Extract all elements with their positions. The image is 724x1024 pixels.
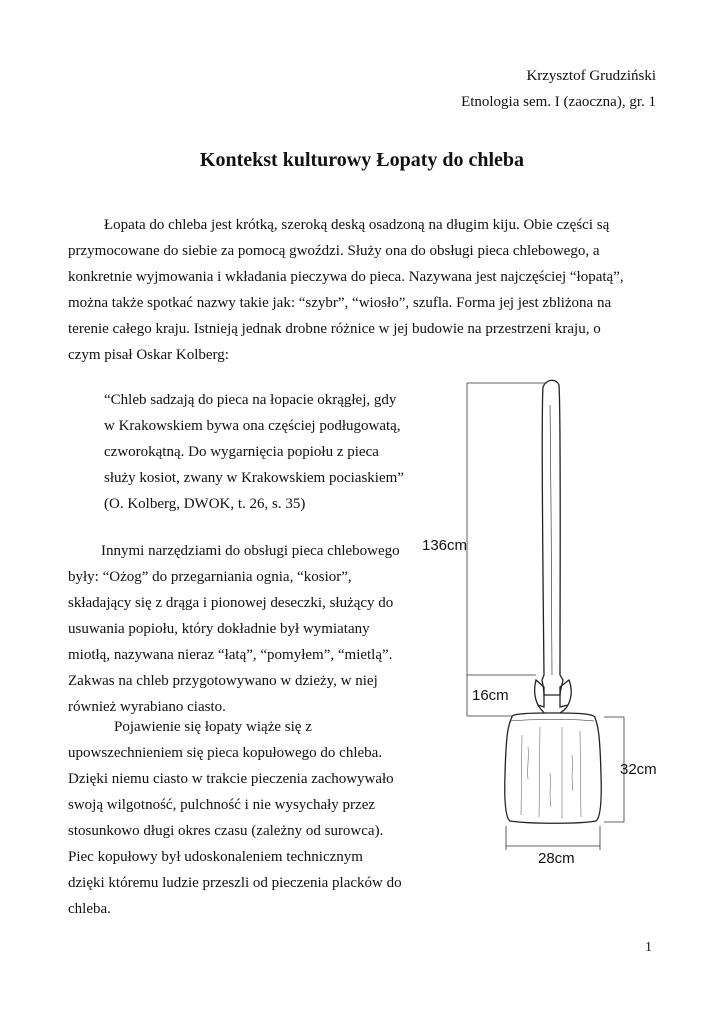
bread-peel-illustration: [410, 375, 670, 875]
intro-line: przymocowane do siebie za pomocą gwoździ. Służy ona do obsługi pieca chlebowego, a: [68, 243, 600, 259]
paragraph2-line: miotłą, nazywana nieraz “łatą”, “pomyłem”, “mietlą”.: [68, 647, 393, 663]
paragraph3-line: Piec kopułowy był udoskonaleniem technicznym: [68, 849, 363, 865]
paragraph3-line: chleba.: [68, 901, 111, 917]
paragraph3-line: Pojawienie się łopaty wiąże się z: [114, 719, 312, 735]
bread-peel-drawing: [505, 380, 602, 823]
document-title: Kontekst kulturowy Łopaty do chleba: [199, 149, 525, 171]
quote-line: czworokątną. Do wygarnięcia popiołu z pieca: [104, 444, 379, 460]
course-info: Etnologia sem. I (zaoczna), gr. 1: [461, 94, 656, 110]
paragraph2-line: usuwania popiołu, który dokładnie był wymiatany: [68, 621, 370, 637]
paragraph2-line: Innymi narzędziami do obsługi pieca chlebowego: [101, 543, 400, 559]
dimension-lines: [467, 383, 624, 850]
dimension-neck-length: 16cm: [472, 687, 509, 704]
paragraph3-line: Dzięki niemu ciasto w trakcie pieczenia zachowywało: [68, 771, 394, 787]
quote-line: “Chleb sadzają do pieca na łopacie okrągłej, gdy: [104, 392, 397, 408]
page-number: 1: [645, 940, 652, 955]
paragraph2-line: Zakwas na chleb przygotowywano w dzieży, w niej: [68, 673, 378, 689]
paragraph3-line: stosunkowo długi okres czasu (zależny od surowca).: [68, 823, 384, 839]
paragraph3-line: dzięki któremu ludzie przeszli od pieczenia placków do: [68, 875, 402, 891]
quote-line: służy kosiot, zwany w Krakowskiem pociaskiem”: [104, 470, 404, 486]
paragraph2-line: były: “Ożog” do przegarniania ognia, “kosior”,: [68, 569, 352, 585]
paragraph3-line: swoją wilgotność, pulchność i nie wysychały przez: [68, 797, 376, 813]
intro-line: Łopata do chleba jest krótką, szeroką deską osadzoną na długim kiju. Obie części są: [104, 217, 610, 233]
dimension-total-length: 136cm: [422, 537, 468, 554]
quote-line: w Krakowskiem bywa ona częściej podługowatą,: [104, 418, 401, 434]
paragraph2-line: składający się z drąga i pionowej deseczki, służący do: [68, 595, 394, 611]
dimension-blade-width: 28cm: [538, 850, 575, 867]
paragraph3-line: upowszechnieniem się pieca kopułowego do chleba.: [68, 745, 383, 761]
intro-line: można także spotkać nazwy takie jak: “szybr”, “wiosło”, szufla. Forma jej jest zbliżona na: [68, 295, 612, 311]
quote-citation: (O. Kolberg, DWOK, t. 26, s. 35): [104, 496, 306, 512]
paragraph2-line: również wyrabiano ciasto.: [68, 699, 226, 715]
intro-line: terenie całego kraju. Istnieją jednak drobne różnice w jej budowie na przestrzeni kraju, o: [68, 321, 601, 337]
intro-line: czym pisał Oskar Kolberg:: [68, 347, 229, 363]
author-name: Krzysztof Grudziński: [526, 68, 656, 84]
intro-line: konkretnie wyjmowania i wkładania pieczywa do pieca. Nazywana jest najczęściej “łopatą”,: [68, 269, 624, 285]
dimension-blade-height: 32cm: [620, 761, 657, 778]
